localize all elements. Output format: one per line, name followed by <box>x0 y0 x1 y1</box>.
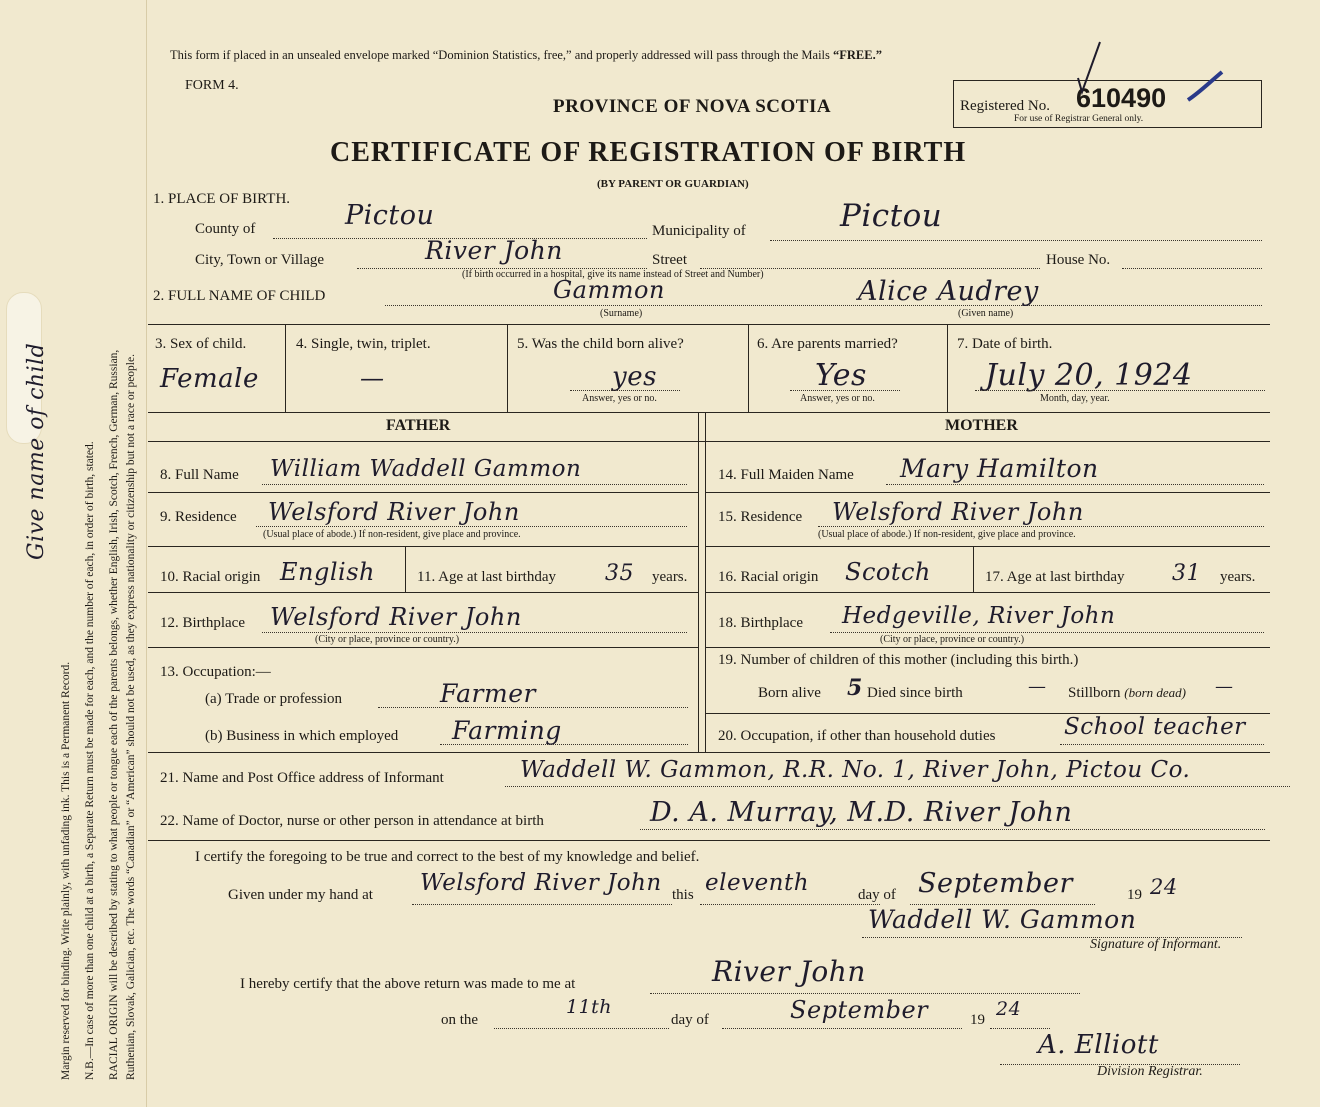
mother-residence-label: 15. Residence <box>718 509 803 525</box>
trade-label: (a) Trade or profession <box>205 691 343 707</box>
given-day-of-label: day of <box>858 887 896 903</box>
binding-margin <box>0 0 150 1107</box>
doctor-label: 22. Name of Doctor, nurse or other person in attendance at birth <box>160 813 544 829</box>
municipality-line <box>770 240 1262 241</box>
rule-parents-heading <box>148 441 1270 442</box>
margin-instructions-1: Margin reserved for binding. Write plainly, with unfading ink. This is a Permanent Record. <box>60 661 72 1080</box>
page-subtitle: (BY PARENT OR GUARDIAN) <box>597 178 749 190</box>
given-month: September <box>918 868 1073 899</box>
registrar-year-prefix: 19 <box>970 1012 985 1028</box>
married-line <box>790 390 900 391</box>
father-heading: FATHER <box>386 417 451 434</box>
this-label: this <box>672 887 694 903</box>
born-alive-count: 5 <box>847 675 863 701</box>
father-name-label: 8. Full Name <box>160 467 239 483</box>
born-alive-value: yes <box>612 362 657 392</box>
rule-father-12 <box>148 647 698 648</box>
father-name-line <box>262 484 687 485</box>
informant-signature-caption: Signature of Informant. <box>1090 937 1222 952</box>
given-place-line <box>412 904 672 905</box>
child-given-name: Alice Audrey <box>858 276 1039 307</box>
father-birthplace: Welsford River John <box>270 603 522 631</box>
rule-father-9 <box>148 546 698 547</box>
rule-father-10 <box>148 592 698 593</box>
given-year: 24 <box>1150 875 1178 899</box>
doctor-value: D. A. Murray, M.D. River John <box>650 797 1073 828</box>
informant-value: Waddell W. Gammon, R.R. No. 1, River John, Pictou Co. <box>520 757 1191 783</box>
married-value: Yes <box>815 358 867 393</box>
father-occupation-label: 13. Occupation:— <box>160 664 271 680</box>
mother-occupation-line <box>1060 744 1264 745</box>
mother-residence-line <box>818 526 1264 527</box>
rule-mother-16-divider <box>973 546 974 592</box>
registrar-caption: Division Registrar. <box>1097 1064 1203 1079</box>
municipality-label: Municipality of <box>652 223 746 239</box>
margin-instructions-4: Ruthenian, Slovak, Galician, etc. The words “Canadian” or “American” should not be used, as they express nationality or citizenship but not a race or people. <box>125 354 137 1080</box>
business-value: Farming <box>452 716 562 745</box>
father-residence-label: 9. Residence <box>160 509 237 525</box>
registrar-month-line <box>722 1028 962 1029</box>
father-residence: Welsford River John <box>268 498 520 526</box>
surname-caption: (Surname) <box>600 308 643 319</box>
given-year-prefix: 19 <box>1127 887 1142 903</box>
margin-instructions-3: RACIAL ORIGIN will be described by stating to what people or tongue each of the parents belongs, whether English, Irish, Scotch, French, German, Russian, <box>108 349 120 1080</box>
sex-label: 3. Sex of child. <box>155 336 247 352</box>
province-heading: PROVINCE OF NOVA SCOTIA <box>553 96 832 117</box>
house-number-label: House No. <box>1046 252 1111 268</box>
registrar-statement: I hereby certify that the above return was made to me at <box>240 976 576 992</box>
registered-number: 610490 <box>1076 83 1167 113</box>
mother-residence: Welsford River John <box>832 498 1084 526</box>
died-since-birth-value: — <box>1028 676 1047 697</box>
informant-label: 21. Name and Post Office address of Informant <box>160 770 444 786</box>
mother-age-label: 17. Age at last birthday <box>985 569 1125 585</box>
mother-birthplace-label: 18. Birthplace <box>718 615 803 631</box>
rule-parents-divider-1 <box>698 412 699 752</box>
mother-racial-label: 16. Racial origin <box>718 569 819 585</box>
informant-line <box>505 786 1290 787</box>
died-since-birth-label: Died since birth <box>867 685 963 701</box>
registrar-month: September <box>790 996 929 1024</box>
page-title: CERTIFICATE OF REGISTRATION OF BIRTH <box>330 137 967 168</box>
child-surname: Gammon <box>553 276 665 304</box>
stillborn-label: Stillborn (born dead) <box>1068 685 1187 701</box>
father-birthplace-line <box>262 632 687 633</box>
registered-label: Registered No. <box>960 98 1050 114</box>
father-years: years. <box>652 569 688 585</box>
informant-signature: Waddell W. Gammon <box>868 905 1137 934</box>
given-day: eleventh <box>705 870 810 896</box>
registrar-on-the-label: on the <box>441 1012 479 1028</box>
rule-mother-16 <box>705 592 1270 593</box>
city-label: City, Town or Village <box>195 252 325 268</box>
mother-heading: MOTHER <box>945 417 1018 434</box>
sex-value: Female <box>160 364 259 394</box>
mother-birthplace-caption: (City or place, province or country.) <box>880 634 1025 645</box>
rule-parents-divider-2 <box>705 412 706 752</box>
rule-mother-15 <box>705 546 1270 547</box>
rule-mother-14 <box>705 492 1270 493</box>
rule-parents-top <box>148 412 1270 413</box>
mother-years: years. <box>1220 569 1256 585</box>
plurality-label: 4. Single, twin, triplet. <box>296 336 431 352</box>
registrar-place: River John <box>712 955 866 988</box>
married-caption: Answer, yes or no. <box>800 393 875 404</box>
form-number: FORM 4. <box>185 78 239 93</box>
mother-racial: Scotch <box>845 558 931 586</box>
given-name-caption: (Given name) <box>958 308 1014 319</box>
doctor-line <box>640 829 1265 830</box>
rule-row3-top <box>148 324 1270 325</box>
born-alive-question: 5. Was the child born alive? <box>517 336 684 352</box>
place-of-birth-label: 1. PLACE OF BIRTH. <box>153 191 291 207</box>
rule-row3-div4 <box>947 324 948 412</box>
mother-birthplace-line <box>830 632 1264 633</box>
rule-row3-div2 <box>507 324 508 412</box>
rule-row3-div1 <box>285 324 286 412</box>
father-residence-caption: (Usual place of abode.) If non-resident, give place and province. <box>263 529 521 540</box>
business-label: (b) Business in which employed <box>205 728 399 744</box>
registrar-note: For use of Registrar General only. <box>1014 114 1144 124</box>
rule-mother-18 <box>705 647 1270 648</box>
mother-age: 31 <box>1172 561 1201 586</box>
mother-occupation: School teacher <box>1064 714 1246 740</box>
county-value: Pictou <box>345 200 435 231</box>
rule-parents-bottom <box>148 752 1270 753</box>
rule-certification-top <box>148 840 1270 841</box>
children-count-label: 19. Number of children of this mother (including this birth.) <box>718 652 1079 668</box>
municipality-value: Pictou <box>840 198 943 234</box>
dob-value: July 20, 1924 <box>985 358 1193 393</box>
registrar-year-line <box>990 1028 1050 1029</box>
plurality-value: — <box>360 364 385 392</box>
street-label: Street <box>652 252 687 268</box>
dob-line <box>975 390 1265 391</box>
rule-father-8 <box>148 492 698 493</box>
given-day-line <box>700 904 880 905</box>
house-number-line <box>1122 268 1262 269</box>
mail-notice: This form if placed in an unsealed envelope marked “Dominion Statistics, free,” and properly addressed will pass through the Mails “FREE.” <box>170 48 882 62</box>
child-name-label: 2. FULL NAME OF CHILD <box>153 288 326 304</box>
mother-residence-caption: (Usual place of abode.) If non-resident, give place and province. <box>818 529 1076 540</box>
given-place: Welsford River John <box>420 870 662 896</box>
certification-statement: I certify the foregoing to be true and correct to the best of my knowledge and belief. <box>195 849 700 865</box>
rule-row3-div3 <box>748 324 749 412</box>
stillborn-value: — <box>1215 676 1234 697</box>
father-birthplace-label: 12. Birthplace <box>160 615 245 631</box>
margin-fold-line <box>146 0 147 1107</box>
city-value: River John <box>425 236 563 265</box>
father-name: William Waddell Gammon <box>270 456 582 482</box>
father-residence-line <box>256 526 687 527</box>
county-label: County of <box>195 221 256 237</box>
born-alive-line <box>570 390 680 391</box>
mother-occupation-label: 20. Occupation, if other than household duties <box>718 728 996 744</box>
mother-name-label: 14. Full Maiden Name <box>718 467 854 483</box>
registrar-day: 11th <box>566 996 613 1018</box>
registrar-place-line <box>650 993 1080 994</box>
mother-birthplace: Hedgeville, River John <box>842 603 1116 629</box>
check-mark-icon <box>1060 40 1230 120</box>
trade-value: Farmer <box>440 679 536 708</box>
dob-label: 7. Date of birth. <box>957 336 1053 352</box>
dob-caption: Month, day, year. <box>1040 393 1110 404</box>
given-under-label: Given under my hand at <box>228 887 373 903</box>
margin-handwritten-note: Give name of child <box>24 342 49 560</box>
mother-name: Mary Hamilton <box>900 454 1099 483</box>
registrar-signature: A. Elliott <box>1038 1030 1159 1060</box>
registrar-day-of-label: day of <box>671 1012 709 1028</box>
rule-father-10-divider <box>405 546 406 592</box>
father-age: 35 <box>605 561 634 586</box>
born-alive-count-label: Born alive <box>758 685 821 701</box>
father-age-label: 11. Age at last birthday <box>417 569 556 585</box>
hospital-note: (If birth occurred in a hospital, give its name instead of Street and Number) <box>462 269 764 280</box>
father-racial-label: 10. Racial origin <box>160 569 261 585</box>
registrar-day-line <box>494 1028 669 1029</box>
born-alive-caption: Answer, yes or no. <box>582 393 657 404</box>
registrar-year: 24 <box>996 998 1022 1020</box>
married-question: 6. Are parents married? <box>757 336 898 352</box>
margin-instructions-2: N.B.—In case of more than one child at a birth, a Separate Return must be made for each, and the number of each, in order of birth, stated. <box>84 441 96 1080</box>
child-name-line <box>385 305 1262 306</box>
father-racial: English <box>280 558 375 586</box>
mother-name-line <box>886 484 1264 485</box>
father-birthplace-caption: (City or place, province or country.) <box>315 634 460 645</box>
